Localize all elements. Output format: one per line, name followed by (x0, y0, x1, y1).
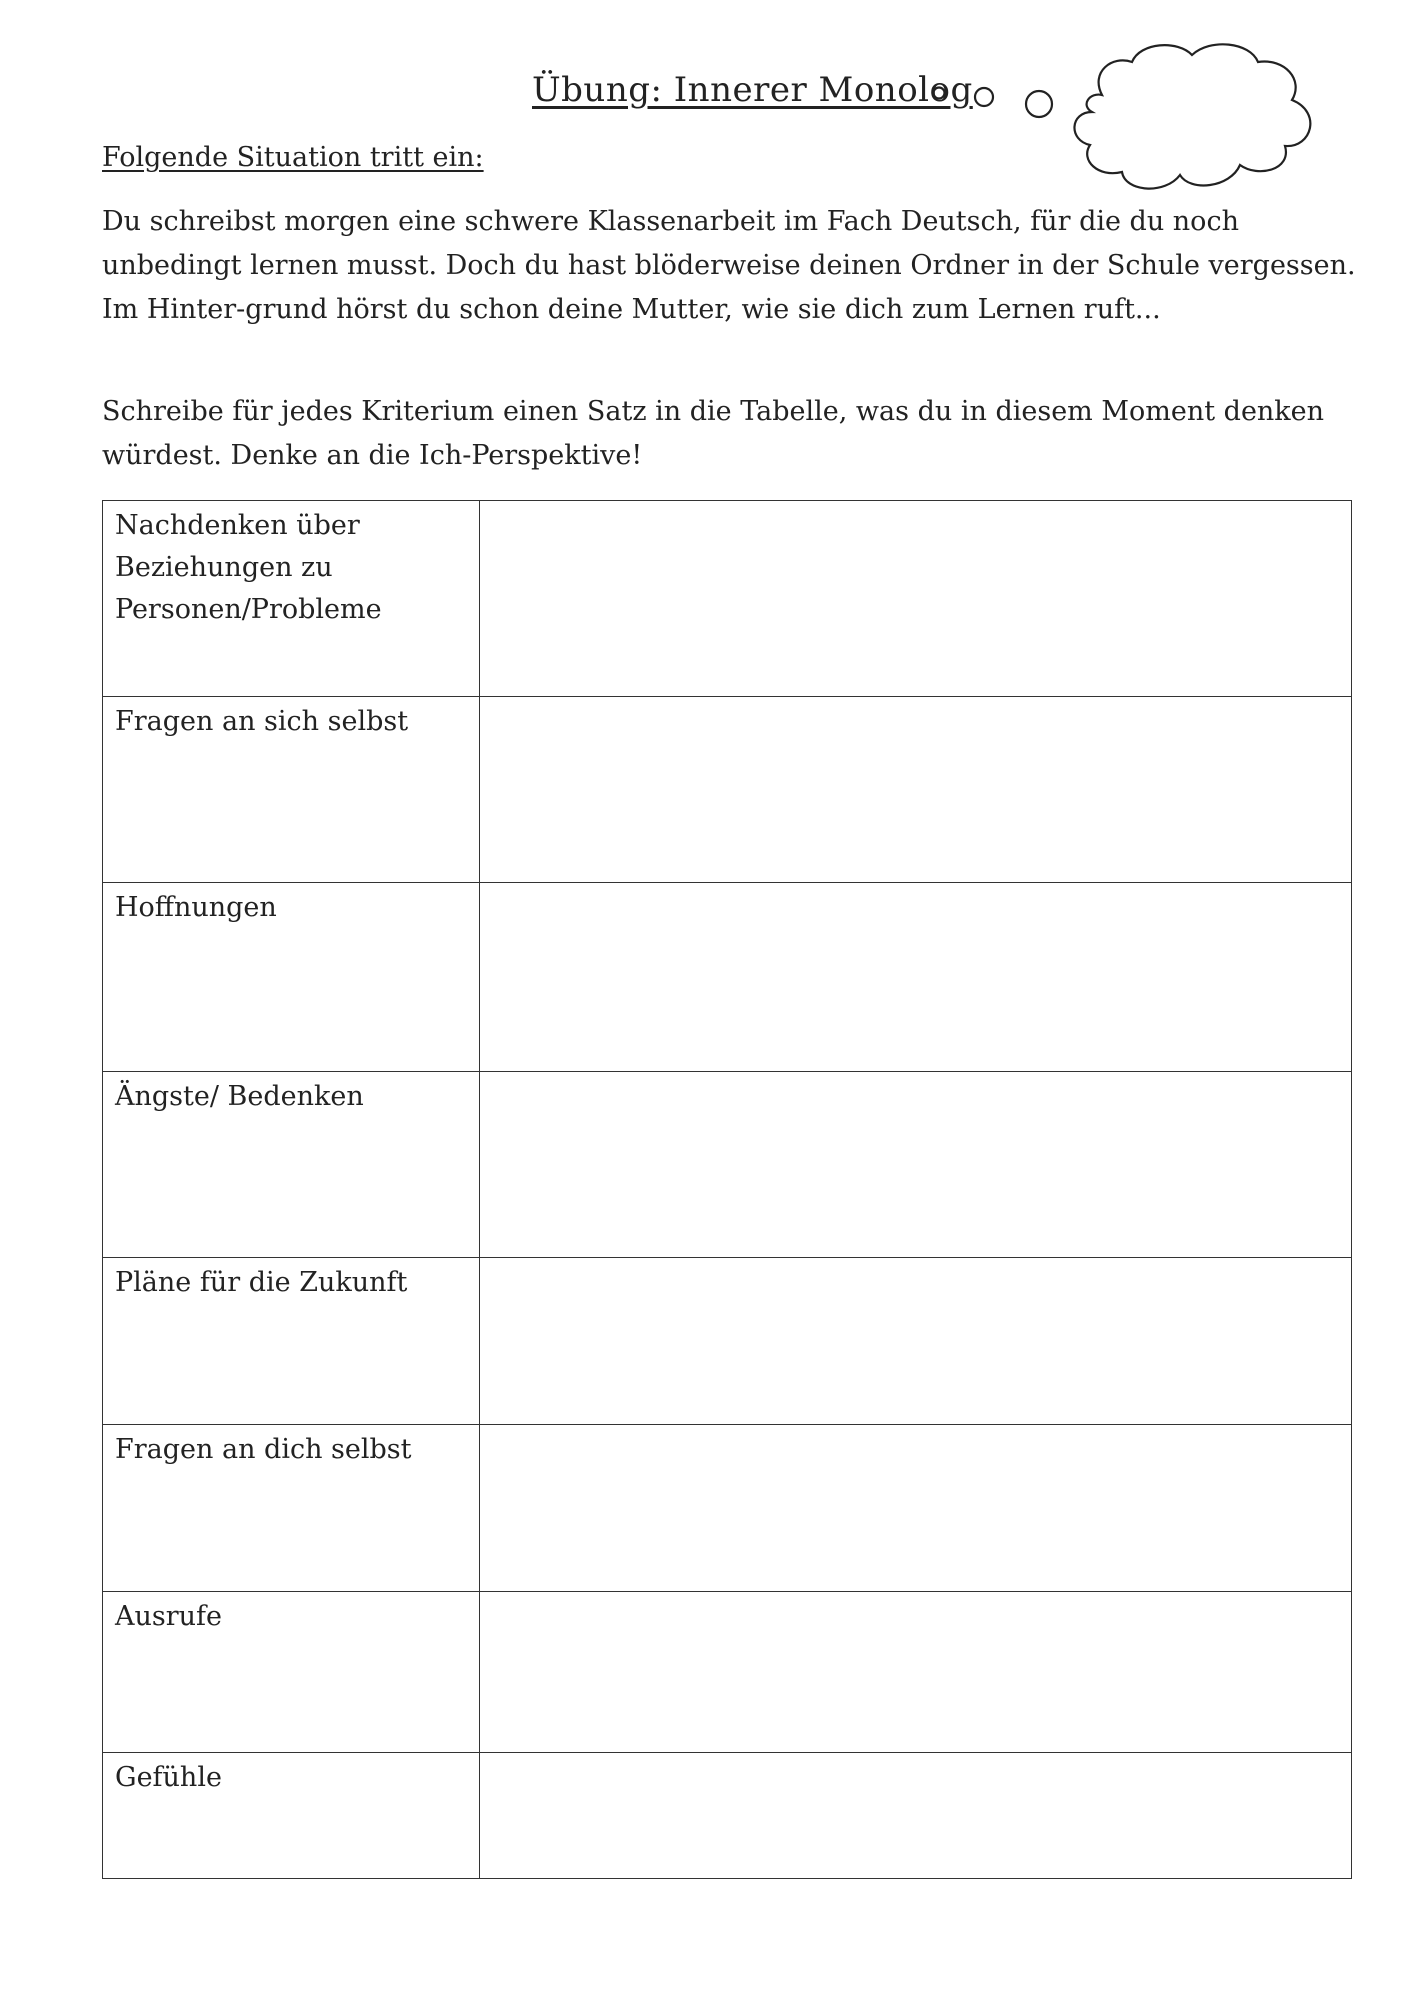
criterion-label (103, 1753, 480, 1879)
criterion-label-line: Gefühle (115, 1762, 222, 1793)
situation-line: unbedingt lernen musst. Doch du hast blöderweise deinen Ordner in der Schule vergessen. (102, 250, 1356, 281)
task-line: würdest. Denke an die Ich-Perspektive! (102, 440, 643, 471)
criterion-label-line: Ausrufe (115, 1601, 223, 1632)
criterion-label-line: Ängste/ Bedenken (115, 1081, 364, 1112)
situation-line: Du schreibst morgen eine schwere Klassenarbeit im Fach Deutsch, für die du noch (102, 206, 1239, 237)
table-row (103, 1425, 1352, 1592)
situation-line: Im Hinter-grund hörst du schon deine Mutter, wie sie dich zum Lernen ruft... (102, 294, 1161, 325)
answer-cell[interactable] (480, 501, 1352, 697)
criteria-table (102, 500, 1352, 1879)
table-row (103, 501, 1352, 697)
answer-cell[interactable] (480, 697, 1352, 883)
answer-cell[interactable] (480, 1592, 1352, 1753)
criterion-label (103, 1258, 480, 1425)
task-instructions (102, 390, 1362, 478)
answer-cell[interactable] (480, 1258, 1352, 1425)
criterion-label-line: Beziehungen zu (115, 552, 333, 583)
answer-cell[interactable] (480, 1425, 1352, 1592)
thought-bubble-icon (0, 0, 1414, 220)
criterion-label (103, 1592, 480, 1753)
task-line: Schreibe für jedes Kriterium einen Satz in die Tabelle, was du in diesem Moment denken (102, 396, 1325, 427)
table-row (103, 1753, 1352, 1879)
criterion-label-line: Fragen an sich selbst (115, 706, 409, 737)
criterion-label (103, 1072, 480, 1258)
situation-heading: Folgende Situation tritt ein: (102, 142, 484, 173)
criterion-label-line: Hoffnungen (115, 892, 277, 923)
criterion-label (103, 501, 480, 697)
table-row (103, 1592, 1352, 1753)
criterion-label (103, 1425, 480, 1592)
table-row (103, 1258, 1352, 1425)
table-row (103, 883, 1352, 1072)
answer-cell[interactable] (480, 883, 1352, 1072)
criterion-label (103, 697, 480, 883)
table-row (103, 1072, 1352, 1258)
situation-text (102, 200, 1362, 332)
criterion-label-line: Personen/Probleme (115, 594, 382, 625)
criterion-label-line: Nachdenken über (115, 510, 360, 541)
criterion-label-line: Pläne für die Zukunft (115, 1267, 408, 1298)
answer-cell[interactable] (480, 1072, 1352, 1258)
page-title: Übung: Innerer Monolog (532, 70, 973, 110)
criterion-label-line: Fragen an dich selbst (115, 1434, 412, 1465)
answer-cell[interactable] (480, 1753, 1352, 1879)
table-row (103, 697, 1352, 883)
criterion-label (103, 883, 480, 1072)
